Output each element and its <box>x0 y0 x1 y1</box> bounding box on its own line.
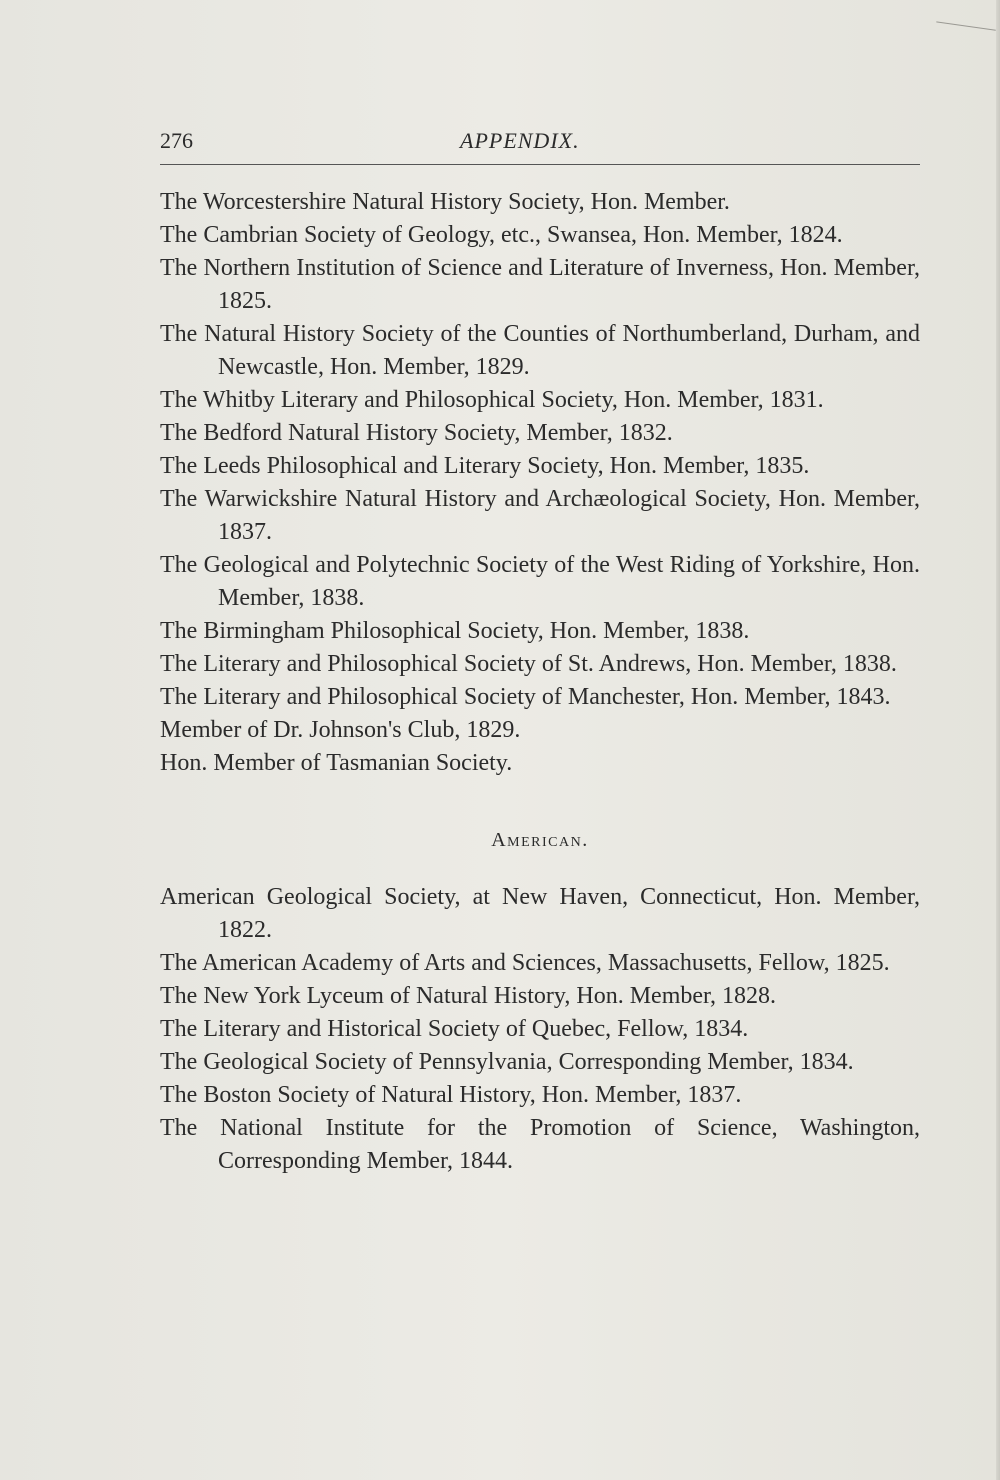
page-header <box>160 124 920 158</box>
list-item: The Cambrian Society of Geology, etc., Swansea, Hon. Member, 1824. <box>160 222 843 248</box>
list-item: Member of Dr. Johnson's Club, 1829. <box>160 717 521 743</box>
page-corner-mark <box>936 0 1000 31</box>
list-item: The New York Lyceum of Natural History, Hon. Member, 1828. <box>160 983 777 1009</box>
list-item: The Birmingham Philosophical Society, Hon. Member, 1838. <box>160 618 750 644</box>
header-rule <box>160 164 920 165</box>
section-heading-american: American. <box>491 829 589 851</box>
list-item: The Geological Society of Pennsylvania, Corresponding Member, 1834. <box>160 1049 854 1075</box>
page-number: 276 <box>160 128 193 153</box>
list-item: The Literary and Historical Society of Quebec, Fellow, 1834. <box>160 1016 749 1042</box>
list-item: The Worcestershire Natural History Society, Hon. Member. <box>160 189 730 215</box>
list-item: The National Institute for the Promotion of Science, Washington, Corresponding Member, 1844. <box>160 1115 920 1174</box>
page-edge <box>996 0 1000 1480</box>
list-item: American Geological Society, at New Haven, Connecticut, Hon. Member, 1822. <box>160 884 920 943</box>
membership-list <box>160 186 920 1178</box>
list-item: The Literary and Philosophical Society of Manchester, Hon. Member, 1843. <box>160 684 891 710</box>
list-item: The Leeds Philosophical and Literary Society, Hon. Member, 1835. <box>160 453 810 479</box>
list-item: Hon. Member of Tasmanian Society. <box>160 750 513 776</box>
list-item: The Warwickshire Natural History and Archæological Society, Hon. Member, 1837. <box>160 486 920 545</box>
running-head: APPENDIX. <box>460 128 580 153</box>
list-item: The Natural History Society of the Counties of Northumberland, Durham, and Newcastle, Hon. Member, 1829. <box>160 321 920 380</box>
list-item: The Geological and Polytechnic Society of the West Riding of Yorkshire, Hon. Member, 1838. <box>160 552 920 611</box>
list-item: The Whitby Literary and Philosophical Society, Hon. Member, 1831. <box>160 387 824 413</box>
list-item: The Literary and Philosophical Society of St. Andrews, Hon. Member, 1838. <box>160 651 897 677</box>
list-item: The American Academy of Arts and Sciences, Massachusetts, Fellow, 1825. <box>160 950 890 976</box>
list-item: The Northern Institution of Science and Literature of Inverness, Hon. Member, 1825. <box>160 255 920 314</box>
list-item: The Bedford Natural History Society, Member, 1832. <box>160 420 673 446</box>
list-item: The Boston Society of Natural History, Hon. Member, 1837. <box>160 1082 742 1108</box>
